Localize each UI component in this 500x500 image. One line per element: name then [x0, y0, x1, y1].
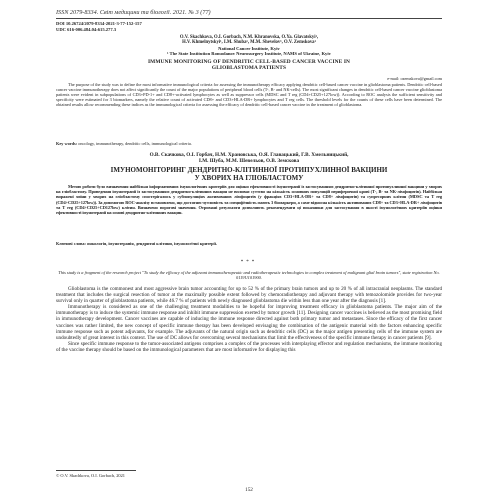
email: e-mail: ozemskova@gmail.com	[387, 76, 442, 81]
title-en-line-1: IMMUNE MONITORING OF DENDRITIC CELL-BASED CANCER VACCINE IN	[147, 59, 351, 65]
title-en-line-2: GLIOBLASTOMA PATIENTS	[211, 65, 287, 71]
title-ua-line-1: ІМУНОМОНІТОРИНГ ДЕНДРИТНО-КЛІТИННОЇ ПРОТИПУХЛИННОЇ ВАКЦИНИ	[110, 166, 388, 174]
doi: DOI 10.26724/2079-8334-2021-3-77-152-157	[56, 21, 142, 26]
authors-ua-line-1: О.В. Скачкова, О.І. Горбач, Н.М. Храновська, О.Я. Главацький, Г.В. Хмельницький,	[149, 152, 349, 158]
authors-en-line-2: H.V. Khmelnytskyi¹, I.M. Shuba¹, M.M. Shevelov¹, O.V. Zemskova¹	[182, 40, 316, 46]
project-note: This study is a fragment of the research project "To study the efficacy of the adjuvant immunotherapeutic and radiotherapeutic technologies in complex treatment of malignant glial brain tumors", state registration No. 0119U101900.	[58, 270, 440, 281]
abstract-en: The purpose of the study was to define the most informative immunological criteria for assessing the immunotherapy efficacy applying dendritic cell-based cancer vaccine in glioblastoma patients. Dendritic cell-based cancer vaccine immunotherapy does not affect significantly the count of the major populations of peripheral blood cells (T-, B- and NK-cells). The most significant changes in dendritic cell-based cancer vaccine glioblastoma patients were evident in subpopulations of CD3+PD-1+ and CD8+-activated lymphocytes as well as suppressor cells (MDSC and T reg (CD4+CD25+127low)). According to ROC analysis the sufficient sensitivity and specificity were estimated for 3 biomarkers, namely the relative count of activated CD8+ and CD3+HLA-DR+ lymphocytes and T reg cells. The threshold levels for the counts of these cells have been determined. The obtained results allow recommending these indices as the immunological criteria for assessing the efficacy of dendritic cell-based cancer vaccine in the treatment of glioblastoma.	[56, 82, 442, 108]
journal-header: ISSN 2079-8334. Світ медицини та біології. 2021. № 3 (77)	[56, 9, 211, 16]
footnote-rule	[56, 470, 136, 471]
body-paragraph-3: Since specific immune response to the tumor-associated antigens comprises a complex of the processes with interplaying effector and regulation mechanisms, the immune monitoring of the vaccine therapy should be based on the immunological parameters that are most informative for displaying this	[56, 340, 442, 353]
abstract-ua: Метою роботи було визначення найбільш інформативних імунологічних критеріїв для оцінки ефективності імунотерапії із застосуванням дендритно-клітинної протипухлинної вакцини у хворих на гліобластому. Проведення імунотерапії із застосуванням дендритно-клітинних вакцин не впливає суттєво на кількість основних популяцій периферичної крові (Т-, В- та NK-лімфоцитів). Найбільш виражені зміни у хворих на гліобластому спостерігались у субпопуляціях активованих лімфоцитів (у фракціях CD3+HLA-DR+ та CD8+ лімфоцитів) та супресорних клітин (MDSC та T reg (CD4+CD25+127low)). За допомогою ROC-аналізу встановлено, що достатню чутливість та специфічність мають 3 біомаркери, а саме відносна кількість активованих CD8+ та CD3+HLA-DR+ лімфоцитів та T reg (CD4+CD25+CD127low) клітин. Визначено порогові значення. Отримані результати дозволяють рекомендувати ці показники для застосування в якості імунологічних критеріїв оцінки ефективності імунотерапії на основі дендритно-клітинних вакцин.	[56, 184, 442, 216]
page-number: 152	[245, 487, 253, 493]
title-ua	[56, 166, 442, 182]
body-text	[56, 286, 442, 353]
keywords-en-text: oncology, immunotherapy, dendritic cells, immunological criteria.	[78, 141, 192, 146]
copyright: © O.V. Skachkova, O.I. Gorbach, 2021	[56, 473, 125, 478]
affiliation-2: ¹ The State Institution Romodanov Neurosurgery Institute, NAMS of Ukraine, Kyiv	[167, 51, 331, 57]
keywords-ua	[56, 241, 217, 246]
header-rule	[56, 18, 442, 19]
affiliation-1: National Cancer Institute, Kyiv	[218, 46, 280, 51]
keywords-ua-label: Ключові слова:	[56, 241, 86, 246]
article-page	[56, 0, 442, 500]
keywords-en	[56, 141, 192, 146]
authors-ua	[56, 152, 442, 164]
body-paragraph-2: Immunotherapy is considered as one of the challenging treatment modalities to be hopeful for improving treatment efficacy in glioblastoma patients. The major aim of the immunotherapy is to induce the systemic immune response and inhibit immune suppression exerted by tumor growth [11]. Designing cancer vaccines is believed as the most promising field in immunotherapy development. Cancer vaccines are capable of inducing the immune response directed against both primary tumor and metastases. Since the efficacy of the first cancer vaccines was rather limited, the new concept of specific immune therapy has been developed envisaging the combination of the antigenic material with the factors enhancing specific immune response such as potent adjuvants, for example. The adjuvants of the natural origin such as dendritic cells (DC) as the major antigen presenting cells of the immune system are undoubtedly of great interest in this context. The use of DC allows for overcoming several mechanisms that limit the effectiveness of the specific immune therapy in cancer patients [9].	[56, 304, 442, 341]
title-en	[56, 59, 442, 71]
udc: UDC 616-006.484.04:615.277.3	[56, 26, 117, 32]
authors-en	[56, 35, 442, 46]
title-ua-line-2: У ХВОРИХ НА ГЛІОБЛАСТОМУ	[194, 174, 304, 182]
affiliations	[56, 46, 442, 56]
keywords-ua-text: онкологія, імунотерапія, дендритні клітини, імунологічні критерії.	[87, 241, 217, 246]
body-paragraph-1: Glioblastoma is the commonest and most aggressive brain tumor accounting for up to 52 % of the primary brain tumors and up to 20 % of all intracranial neoplasms. The standard treatment that includes the surgical resection of tumor at the maximally possible extent followed by chemoradiotherapy and adjuvant therapy with temozolomide provides for two-year survival only in quarter of glioblastoma patients, while 46.7 % of patients with newly diagnosed glioblastoma die within less than one year after the diagnosis [1].	[56, 286, 442, 305]
authors-ua-line-2: І.М. Шуба, М.М. Шевельов, О.В. Земскова	[198, 158, 300, 165]
authors-en-line-1: O.V. Skachkova, O.I. Gorbach, N.M. Khranovska, O.Ya. Glavatskyi¹,	[179, 35, 319, 40]
keywords-en-label: Key words:	[56, 141, 78, 146]
section-divider: ***	[240, 260, 258, 265]
